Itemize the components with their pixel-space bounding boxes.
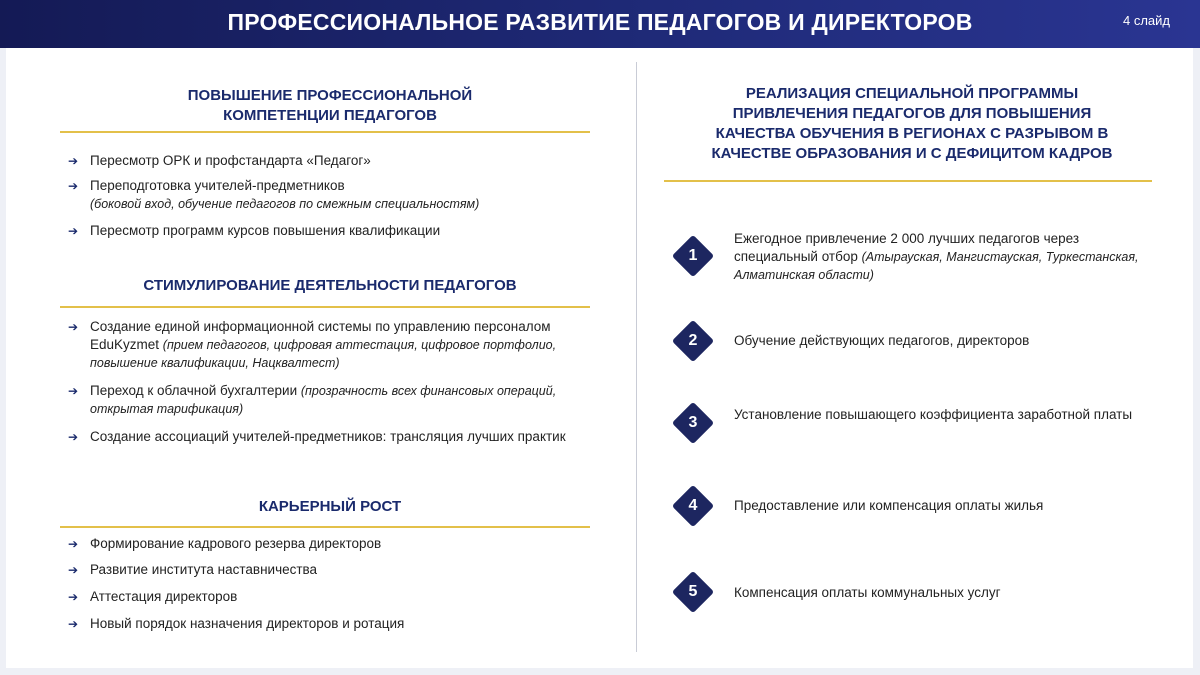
- list-item: [68, 561, 608, 579]
- section-title-program: [662, 84, 1162, 164]
- step-label: Ежегодное привлечение 2 000 лучших педагогов через специальный отбор: [734, 231, 1080, 264]
- step-badge: [672, 571, 714, 613]
- slide-number: 4 слайд: [1122, 13, 1170, 28]
- step-label: Установление повышающего коэффициента заработной платы: [734, 407, 1133, 422]
- arrow-right-icon: ➔: [68, 590, 79, 604]
- step-number: 5: [688, 583, 698, 600]
- step-label: Обучение действующих педагогов, директоров: [734, 333, 1030, 348]
- column-divider: [636, 62, 637, 652]
- header-bar: [0, 0, 1200, 48]
- step-badge: [672, 402, 714, 444]
- section-title-line: КАЧЕСТВЕ ОБРАЗОВАНИЯ И С ДЕФИЦИТОМ КАДРОВ: [711, 145, 1113, 162]
- list-item-note: (прием педагогов, цифровая аттестация, цифровое портфолио, повышение квалификации, Нацквалтест): [90, 338, 557, 370]
- list-item: [68, 177, 608, 213]
- section-title-line: ПОВЫШЕНИЕ ПРОФЕССИОНАЛЬНОЙ: [187, 87, 473, 104]
- page-title: ПРОФЕССИОНАЛЬНОЕ РАЗВИТИЕ ПЕДАГОГОВ И ДИРЕКТОРОВ: [227, 9, 973, 35]
- list-item-text: Формирование кадрового резерва директоров: [90, 536, 382, 551]
- step-text: [734, 332, 1154, 350]
- section-divider: [664, 180, 1152, 182]
- list-item: [68, 222, 608, 240]
- list-item-text: Создание ассоциаций учителей-предметников: трансляция лучших практик: [90, 429, 566, 444]
- arrow-right-icon: ➔: [68, 320, 79, 334]
- arrow-right-icon: ➔: [68, 563, 79, 577]
- list-item-text: Создание единой информационной системы по управлению персоналом EduKyzmet: [90, 319, 551, 352]
- step-badge: [672, 320, 714, 362]
- list-item-text: Пересмотр ОРК и профстандарта «Педагог»: [90, 153, 371, 168]
- section-title-career: КАРЬЕРНЫЙ РОСТ: [258, 498, 402, 515]
- step-number: 2: [688, 332, 698, 349]
- arrow-right-icon: ➔: [68, 384, 79, 398]
- list-item-note: (боковой вход, обучение педагогов по смежным специальностям): [90, 197, 480, 211]
- list-item-text: Развитие института наставничества: [90, 562, 318, 577]
- step-number: 3: [688, 414, 698, 431]
- list-item-text: Переподготовка учителей-предметников: [90, 178, 345, 193]
- list-item: [68, 615, 608, 633]
- step-text: [734, 584, 1154, 602]
- arrow-right-icon: ➔: [68, 179, 79, 193]
- list-item: [68, 588, 608, 606]
- step-label: Предоставление или компенсация оплаты жилья: [734, 498, 1044, 513]
- section-divider: [60, 306, 590, 308]
- list-item-text: Новый порядок назначения директоров и ротация: [90, 616, 405, 631]
- arrow-right-icon: ➔: [68, 617, 79, 631]
- list-item: [68, 535, 608, 553]
- step-text: [734, 230, 1154, 284]
- section-title-line: РЕАЛИЗАЦИЯ СПЕЦИАЛЬНОЙ ПРОГРАММЫ: [745, 85, 1079, 102]
- arrow-right-icon: ➔: [68, 154, 79, 168]
- list-item: [68, 382, 608, 418]
- step-number: 1: [688, 247, 698, 264]
- step-badge: [672, 485, 714, 527]
- list-item-text: Аттестация директоров: [90, 589, 238, 604]
- section-divider: [60, 526, 590, 528]
- arrow-right-icon: ➔: [68, 224, 79, 238]
- section-divider: [60, 131, 590, 133]
- list-item: [68, 318, 608, 372]
- step-number: 4: [688, 497, 698, 514]
- section-title-line: КАЧЕСТВА ОБУЧЕНИЯ В РЕГИОНАХ С РАЗРЫВОМ В: [715, 125, 1109, 142]
- list-item-note: (прозрачность всех финансовых операций, открытая тарификация): [90, 384, 557, 416]
- section-title-line: КОМПЕТЕНЦИИ ПЕДАГОГОВ: [223, 107, 437, 124]
- list-item: [68, 428, 608, 446]
- list-item-text: Переход к облачной бухгалтерии: [90, 383, 298, 398]
- arrow-right-icon: ➔: [68, 430, 79, 444]
- section-title-stimulation: СТИМУЛИРОВАНИЕ ДЕЯТЕЛЬНОСТИ ПЕДАГОГОВ: [143, 277, 517, 294]
- step-text: [734, 497, 1154, 515]
- arrow-right-icon: ➔: [68, 537, 79, 551]
- section-title-competence: [60, 86, 600, 126]
- section-title-line: ПРИВЛЕЧЕНИЯ ПЕДАГОГОВ ДЛЯ ПОВЫШЕНИЯ: [732, 105, 1092, 122]
- list-item-text: Пересмотр программ курсов повышения квалификации: [90, 223, 441, 238]
- step-badge: [672, 235, 714, 277]
- step-text: [734, 406, 1154, 424]
- list-item: [68, 152, 608, 170]
- step-note: (Атырауская, Мангистауская, Туркестанская, Алматинская области): [734, 250, 1139, 282]
- step-label: Компенсация оплаты коммунальных услуг: [734, 585, 1001, 600]
